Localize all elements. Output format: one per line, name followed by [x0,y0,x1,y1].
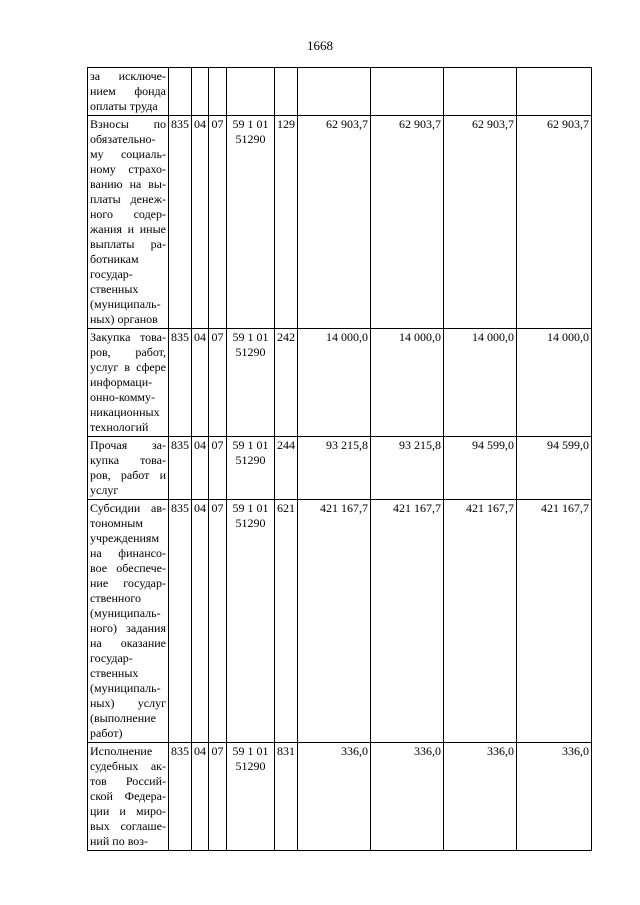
expense-name-line: платы денеж- [90,192,166,206]
amount-3 [444,68,517,116]
expense-name-line: оплаты труда [90,99,158,113]
expense-name-line: технологий [90,420,149,434]
amount-3: 94 599,0 [444,437,517,500]
target-article-code [227,743,275,851]
expense-type-code [275,68,298,116]
subsection-code: 07 [209,500,227,743]
expense-type-code: 244 [275,437,298,500]
amount-2: 421 167,7 [371,500,444,743]
table-row [88,500,592,743]
expense-name-line: судебных ак- [90,759,166,773]
section-code: 04 [192,329,209,437]
expense-name-line: на оказание [90,636,166,650]
expense-name [88,329,169,437]
section-code: 04 [192,437,209,500]
expense-name-line: работ) [90,726,123,740]
amount-2: 14 000,0 [371,329,444,437]
expense-type-code: 129 [275,116,298,329]
target-article-part-2: 51290 [235,453,266,467]
amount-1: 421 167,7 [298,500,371,743]
section-code [192,68,209,116]
amount-1: 14 000,0 [298,329,371,437]
table-row [88,68,592,116]
expense-name-line: ственных [90,282,139,296]
target-article-part-2: 51290 [235,132,266,146]
table-row [88,743,592,851]
expense-name-line: ных) услуг [90,696,166,710]
expense-name-line: ции и миро- [90,804,166,818]
expense-name-line: вое обеспече- [90,561,166,575]
subsection-code: 07 [209,437,227,500]
expense-name-line: обязательно- [90,132,156,146]
expense-name-line: купка това- [90,453,166,467]
expense-name-line: ного содер- [90,207,166,221]
expense-name [88,116,169,329]
expense-name-line: ственных [90,666,139,680]
amount-1: 93 215,8 [298,437,371,500]
amount-4: 62 903,7 [517,116,592,329]
amount-3: 14 000,0 [444,329,517,437]
amount-3: 62 903,7 [444,116,517,329]
target-article-part-1: 59 1 01 [232,117,269,131]
expense-name [88,500,169,743]
expense-name-line: ных) органов [90,312,158,326]
amount-4: 94 599,0 [517,437,592,500]
expense-name-line: выплаты ра- [90,237,166,251]
expense-name-line: Исполнение [90,744,153,758]
expense-type-code: 242 [275,329,298,437]
section-code: 04 [192,743,209,851]
expense-name-line: ние государ- [90,576,166,590]
target-article-part-2: 51290 [235,516,266,530]
expense-type-code: 621 [275,500,298,743]
amount-2: 62 903,7 [371,116,444,329]
target-article-code [227,500,275,743]
target-article-part-1: 59 1 01 [232,330,269,344]
expense-name-line: услуг [90,483,119,497]
expense-name-line: ров, работ и [90,468,166,482]
expense-name-line: ного) задания [90,621,166,635]
ministry-code: 835 [169,329,192,437]
target-article-part-2: 51290 [235,759,266,773]
expense-name-line: Взносы по [90,117,166,131]
ministry-code: 835 [169,500,192,743]
ministry-code: 835 [169,437,192,500]
ministry-code [169,68,192,116]
expense-name-line: услуг в сфере [90,360,166,374]
amount-4: 336,0 [517,743,592,851]
expense-name-line: жания и иные [90,222,166,236]
section-code: 04 [192,116,209,329]
target-article-part-1: 59 1 01 [232,501,269,515]
expense-name-line: за исключе- [90,69,166,83]
expense-name-line: ской Федера- [90,789,166,803]
amount-2 [371,68,444,116]
expense-name-line: вых соглаше- [90,819,166,833]
expense-type-code: 831 [275,743,298,851]
table-row [88,437,592,500]
table-body [88,68,592,851]
expense-name-line: ботникам [90,252,139,266]
expense-name-line: информаци- [90,375,153,389]
amount-3: 421 167,7 [444,500,517,743]
amount-4: 421 167,7 [517,500,592,743]
amount-4: 14 000,0 [517,329,592,437]
subsection-code [209,68,227,116]
budget-table [87,67,592,851]
amount-1: 336,0 [298,743,371,851]
section-code: 04 [192,500,209,743]
expense-name-line: ному страхо- [90,162,166,176]
expense-name-line: государ- [90,267,133,281]
target-article-part-1: 59 1 01 [232,438,269,452]
expense-name-line: (муниципаль- [90,606,161,620]
amount-4 [517,68,592,116]
amount-2: 336,0 [371,743,444,851]
expense-name-line: ственного [90,591,141,605]
table-row [88,116,592,329]
expense-name [88,68,169,116]
amount-1: 62 903,7 [298,116,371,329]
expense-name-line: государ- [90,651,133,665]
expense-name-line: тов Россий- [90,774,166,788]
target-article-code [227,329,275,437]
expense-name-line: (выполнение [90,711,156,725]
expense-name-line: (муниципаль- [90,681,161,695]
amount-1 [298,68,371,116]
ministry-code: 835 [169,743,192,851]
expense-name [88,743,169,851]
target-article-part-1: 59 1 01 [232,744,269,758]
expense-name [88,437,169,500]
expense-name-line: онно-комму- [90,390,156,404]
expense-name-line: тономным [90,516,143,530]
target-article-code [227,437,275,500]
amount-3: 336,0 [444,743,517,851]
expense-name-line: ванию на вы- [90,177,166,191]
target-article-code [227,68,275,116]
expense-name-line: Прочая за- [90,438,166,452]
expense-name-line: никационных [90,405,160,419]
expense-name-line: му социаль- [90,147,166,161]
expense-name-line: Субсидии ав- [90,501,166,515]
target-article-part-2: 51290 [235,345,266,359]
page-number: 1668 [307,38,333,53]
subsection-code: 07 [209,743,227,851]
expense-name-line: учреждениям [90,531,160,545]
expense-name-line: ний по воз- [90,834,149,848]
expense-name-line: Закупка това- [90,330,166,344]
expense-name-line: ров, работ, [90,345,166,359]
expense-name-line: на финансо- [90,546,166,560]
target-article-code [227,116,275,329]
table-row [88,329,592,437]
amount-2: 93 215,8 [371,437,444,500]
subsection-code: 07 [209,329,227,437]
subsection-code: 07 [209,116,227,329]
expense-name-line: нием фонда [90,84,166,98]
expense-name-line: (муниципаль- [90,297,161,311]
ministry-code: 835 [169,116,192,329]
